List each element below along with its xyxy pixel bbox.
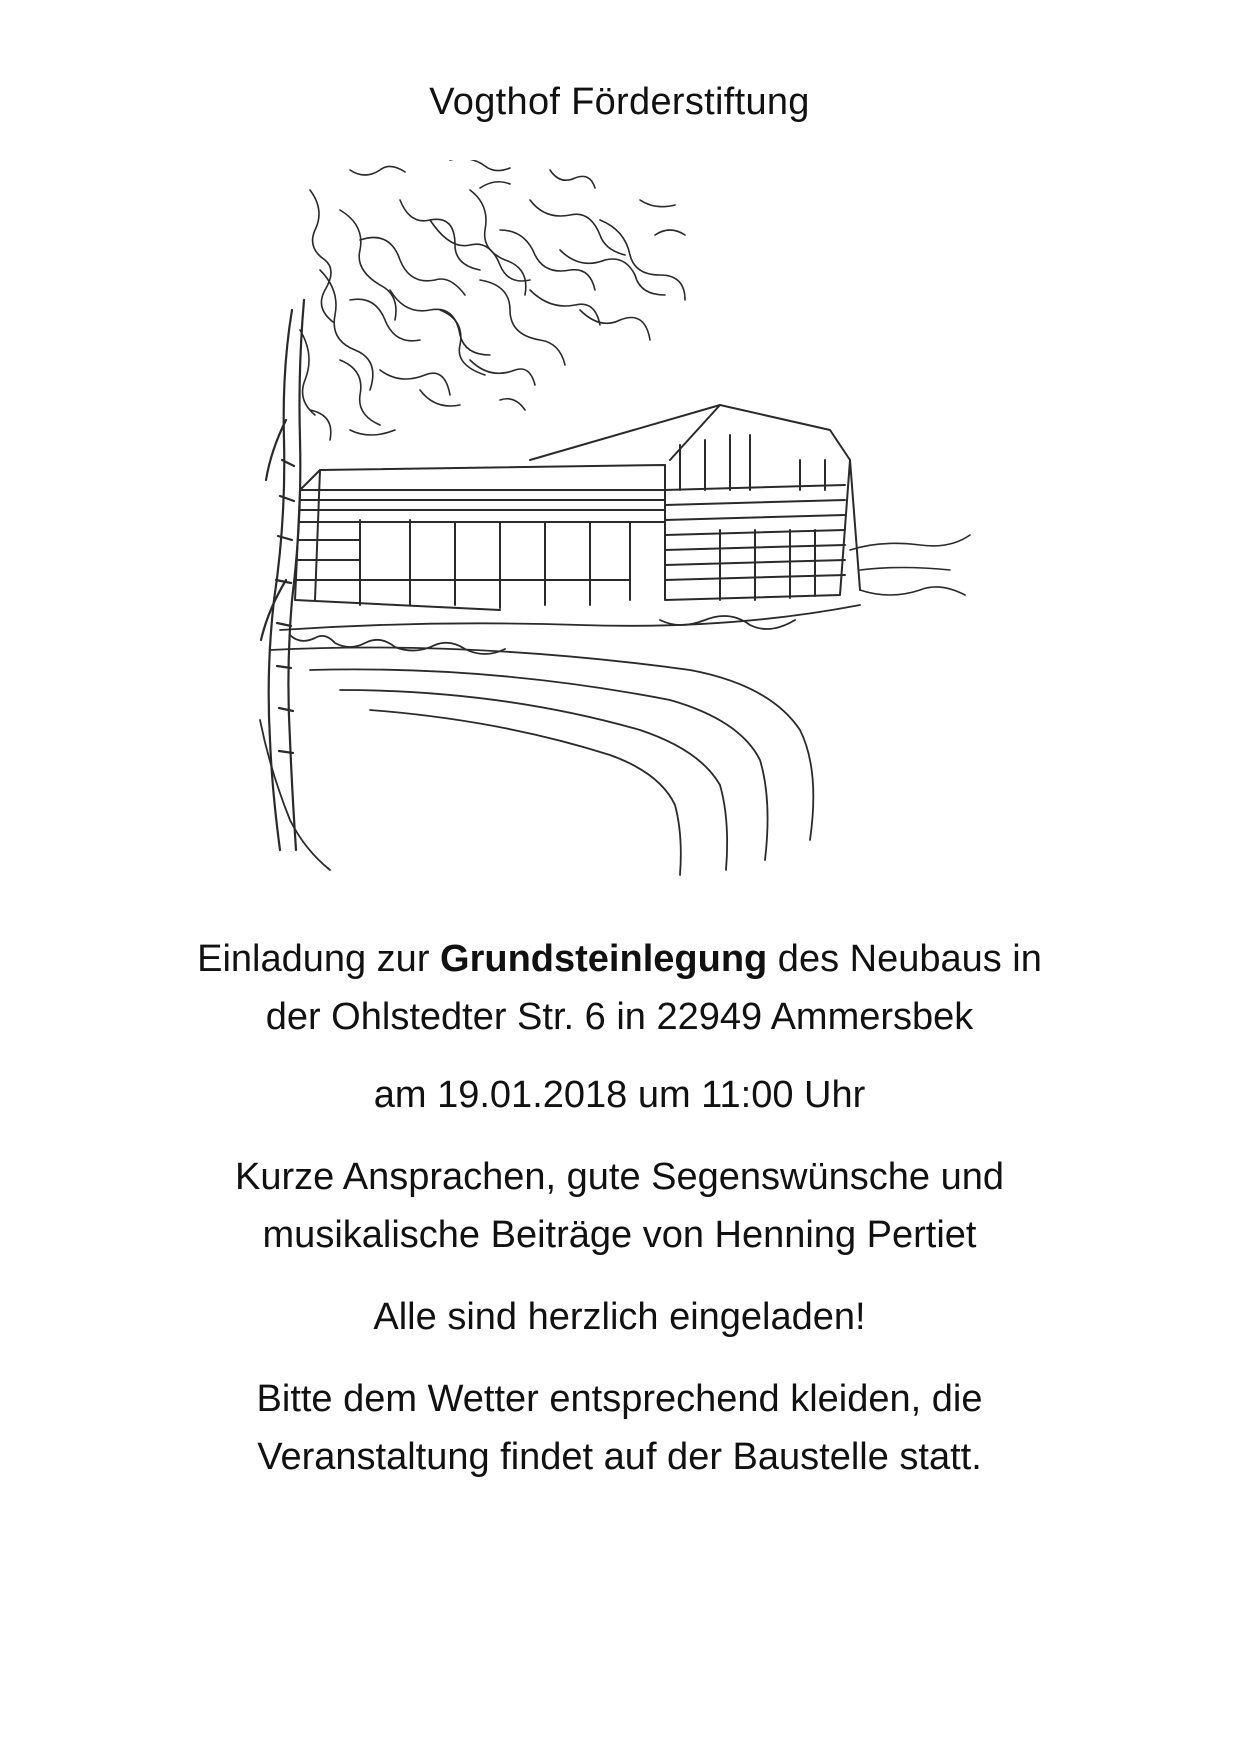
building-sketch-illustration: [200, 160, 980, 880]
landscape-right: [850, 535, 970, 595]
welcome-line: Alle sind herzlich eingeladen!: [373, 1296, 866, 1338]
weather-note: [0, 1370, 1239, 1486]
invitation-highlight: Grundsteinlegung: [440, 938, 768, 980]
invitation-address: der Ohlstedter Str. 6 in 22949 Ammersbek: [265, 996, 974, 1038]
invitation-paragraph: [0, 930, 1239, 1046]
program-paragraph: [0, 1148, 1239, 1264]
program-line1: Kurze Ansprachen, gute Segenswünsche und: [235, 1156, 1004, 1198]
building-left-volume: [295, 465, 665, 610]
ground-and-path: [260, 605, 860, 875]
invitation-line1-post: des Neubaus in: [767, 938, 1042, 980]
tree-trunk: [261, 300, 304, 850]
invitation-line1-pre: Einladung zur: [197, 938, 441, 980]
note-line1: Bitte dem Wetter entsprechend kleiden, die: [256, 1378, 983, 1420]
note-line2: Veranstaltung findet auf der Baustelle statt.: [257, 1436, 982, 1478]
program-line2: musikalische Beiträge von Henning Pertiet: [262, 1214, 977, 1256]
building-right-volume: [530, 405, 860, 600]
invitation-text: [0, 930, 1239, 1486]
organization-title: Vogthof Förderstiftung: [429, 81, 810, 123]
event-date: am 19.01.2018 um 11:00 Uhr: [373, 1074, 866, 1116]
tree-foliage: [300, 160, 685, 440]
